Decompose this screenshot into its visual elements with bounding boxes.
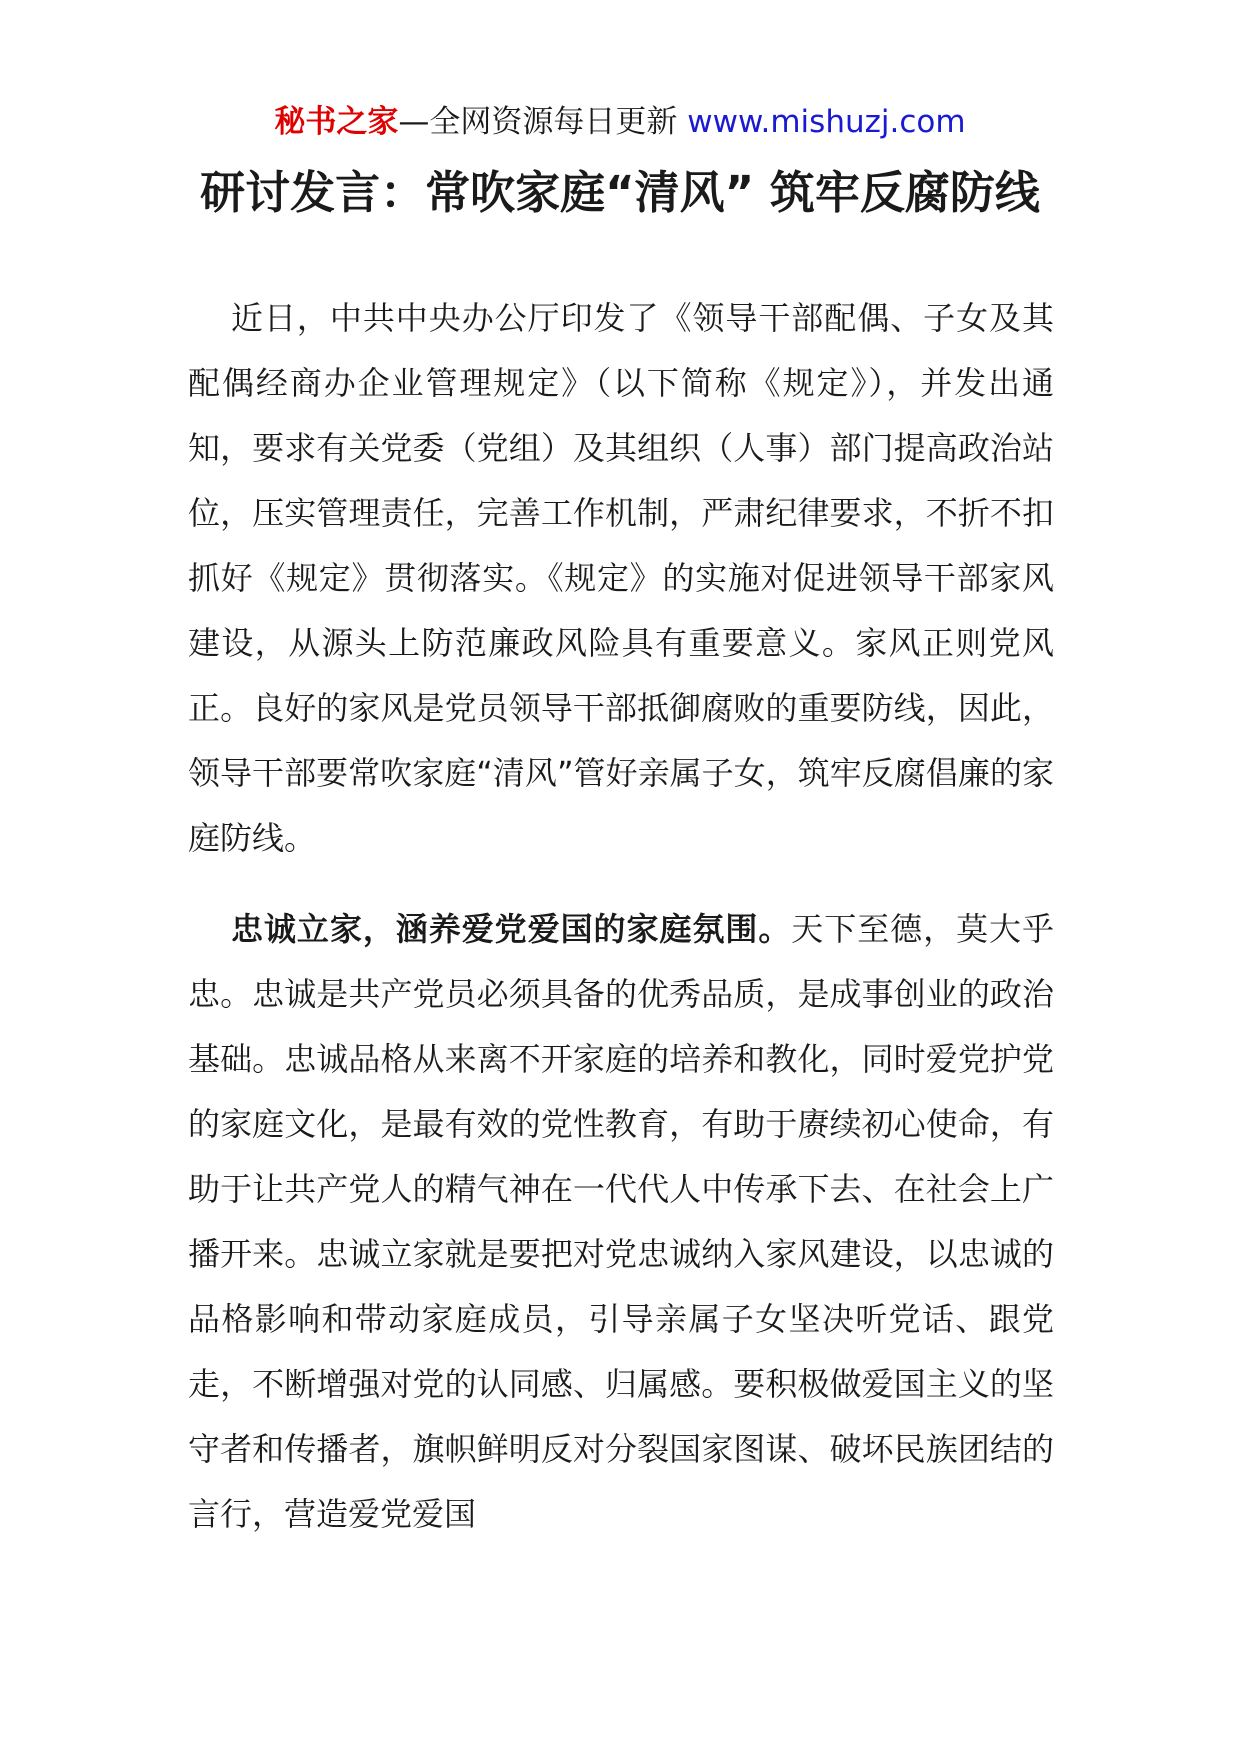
site-header bbox=[0, 100, 1240, 144]
site-url-link[interactable]: www.mishuzj.com bbox=[687, 104, 966, 140]
paragraph-text: 近日，中共中央办公厅印发了《领导干部配偶、子女及其配偶经商办企业管理规定》（以下简称《规定》），并发出通知，要求有关党委（党组）及其组织（人事）部门提高政治站位，压实管理责任，完善工作机制，严肃纪律要求，不折不扣抓好《规定》贯彻落实。《规定》的实施对促进领导干部家风建设，从源头上防范廉政风险具有重要意义。家风正则党风正。良好的家风是党员领导干部抵御腐败的重要防线，因此，领导干部要常吹家庭“清风”管好亲属子女，筑牢反腐倡廉的家庭防线。 bbox=[188, 299, 1054, 857]
brand-name: 秘书之家 bbox=[274, 104, 399, 140]
paragraph-lead-heading: 忠诚立家，涵养爱党爱国的家庭氛围。 bbox=[231, 910, 792, 948]
body-paragraph-intro bbox=[188, 286, 1054, 871]
paragraph-text: 天下至德，莫大乎忠。忠诚是共产党员必须具备的优秀品质，是成事创业的政治基础。忠诚品格从来离不开家庭的培养和教化，同时爱党护党的家庭文化，是最有效的党性教育，有助于赓续初心使命，有助于让共产党人的精气神在一代代人中传承下去、在社会上广播开来。忠诚立家就是要把对党忠诚纳入家风建设，以忠诚的品格影响和带动家庭成员，引导亲属子女坚决听党话、跟党走，不断增强对党的认同感、归属感。要积极做爱国主义的坚守者和传播者，旗帜鲜明反对分裂国家图谋、破坏民族团结的言行，营造爱党爱国 bbox=[188, 910, 1054, 1533]
document-title: 研讨发言：常吹家庭“清风” 筑牢反腐防线 bbox=[200, 166, 1040, 219]
body-paragraph-loyalty bbox=[188, 897, 1054, 1547]
header-tagline: —全网资源每日更新 bbox=[398, 104, 688, 140]
